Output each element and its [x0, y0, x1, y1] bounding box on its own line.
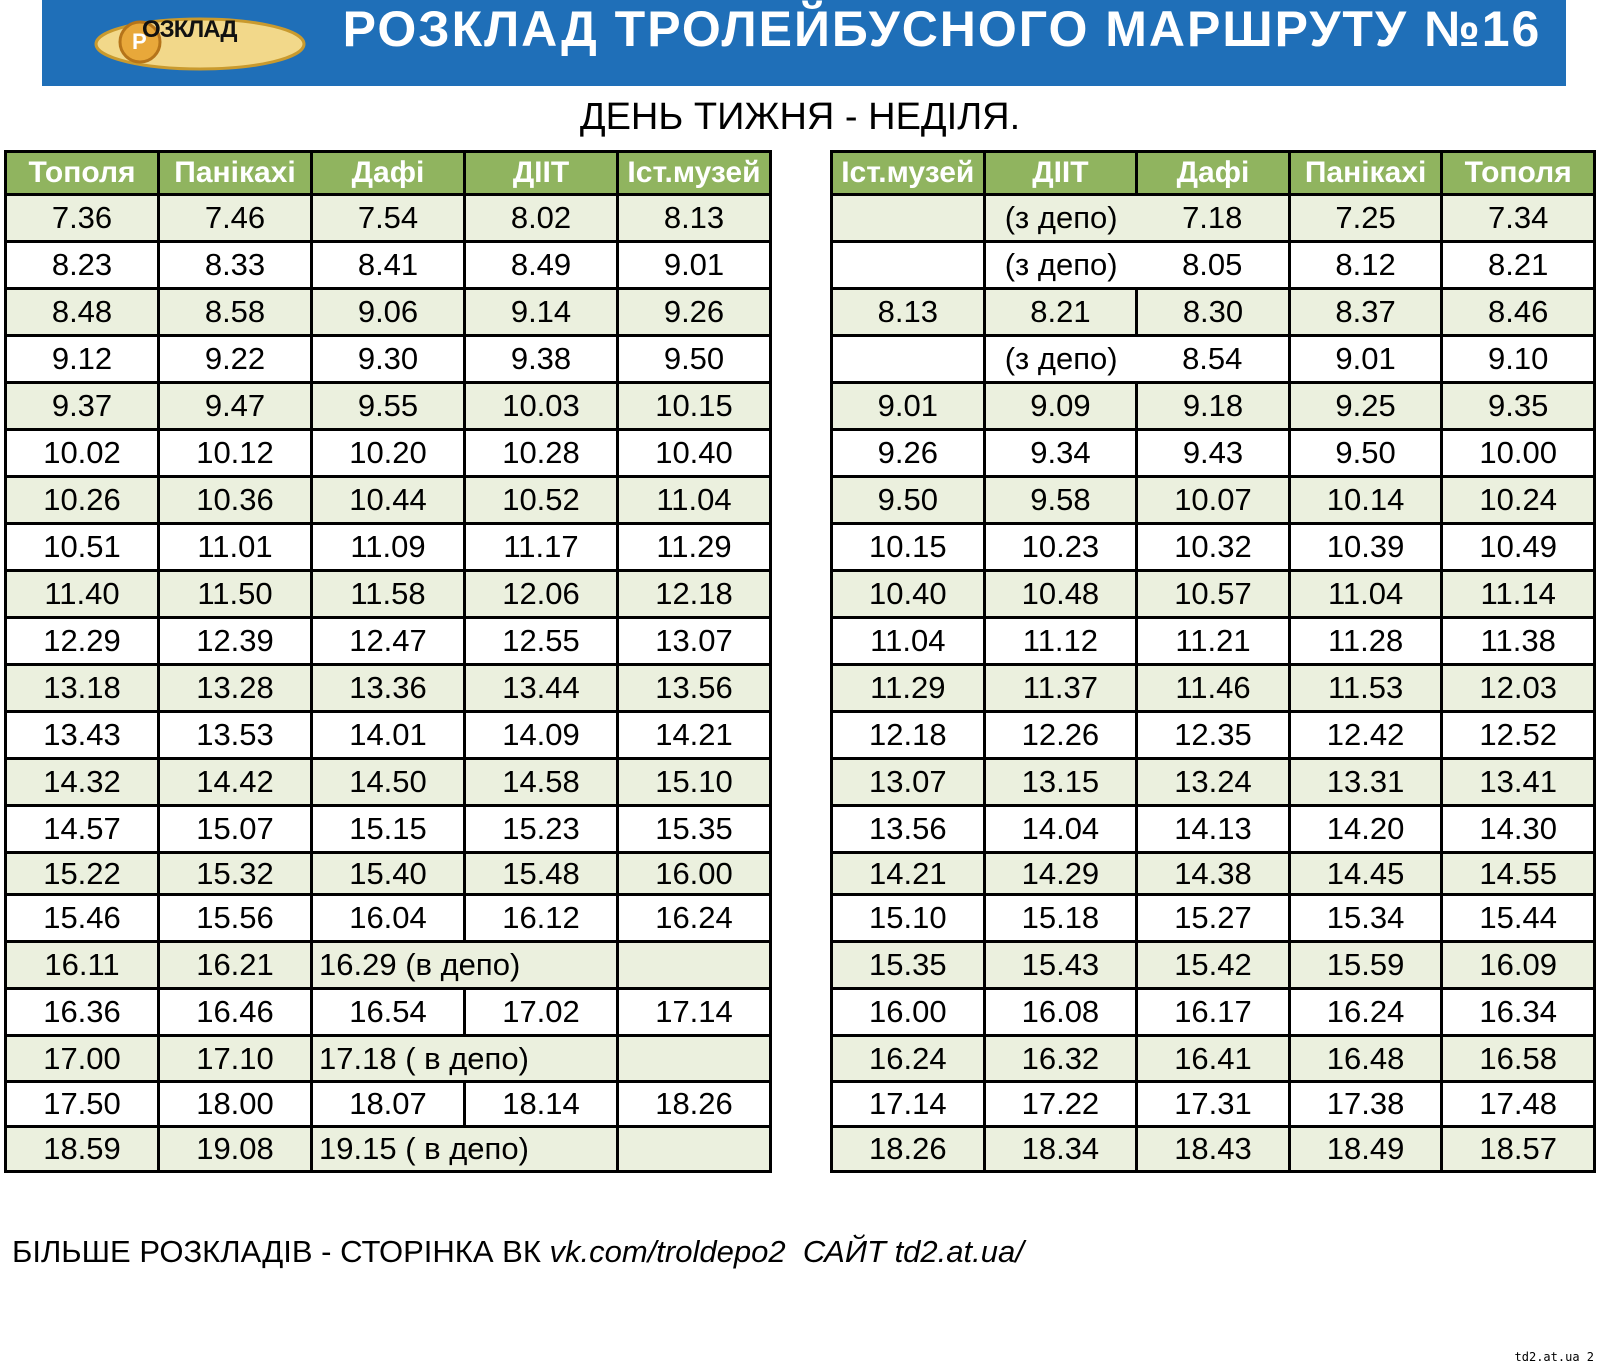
left-table-cell-empty [618, 1036, 771, 1082]
right-table-row [832, 618, 1595, 665]
right-table-cell: 10.00 [1442, 430, 1595, 477]
right-table-cell: 18.34 [984, 1127, 1137, 1172]
left-table-cell: 16.46 [159, 989, 312, 1036]
right-table-cell [832, 195, 985, 242]
vk-link[interactable]: vk.com/troldepo2 [549, 1234, 786, 1269]
right-table-cell: 12.52 [1442, 712, 1595, 759]
right-table-cell: 9.35 [1442, 383, 1595, 430]
left-table-row [6, 942, 771, 989]
right-table-cell: 13.31 [1289, 759, 1442, 806]
right-header-cell: Панікахі [1289, 152, 1442, 195]
right-table-cell: (з депо) [984, 195, 1137, 242]
left-table-cell: 14.50 [312, 759, 465, 806]
left-table-cell: 17.50 [6, 1082, 159, 1127]
right-table-cell: 14.38 [1137, 853, 1290, 895]
right-table-cell: 9.01 [832, 383, 985, 430]
site-link[interactable]: САЙТ td2.at.ua/ [802, 1234, 1024, 1269]
left-table-cell: 10.40 [618, 430, 771, 477]
left-table-row [6, 195, 771, 242]
left-table-cell: 7.54 [312, 195, 465, 242]
left-table-cell: 10.52 [465, 477, 618, 524]
right-table-cell: 18.26 [832, 1127, 985, 1172]
left-table-cell: 14.32 [6, 759, 159, 806]
right-table-cell: 11.38 [1442, 618, 1595, 665]
right-table-cell: 10.32 [1137, 524, 1290, 571]
left-table-cell: 9.26 [618, 289, 771, 336]
right-header-cell: Дафі [1137, 152, 1290, 195]
to-depot-note: 16.29 (в депо) [312, 942, 618, 989]
right-table-cell: 8.21 [984, 289, 1137, 336]
left-table-cell: 13.43 [6, 712, 159, 759]
page-title: РОЗКЛАД ТРОЛЕЙБУСНОГО МАРШРУТУ №16 [342, 1, 1542, 57]
right-table-cell: 11.14 [1442, 571, 1595, 618]
svg-text:Р: Р [132, 29, 147, 54]
right-table-cell: 9.43 [1137, 430, 1290, 477]
right-table-cell: 18.49 [1289, 1127, 1442, 1172]
left-table-cell: 17.10 [159, 1036, 312, 1082]
left-table-row [6, 806, 771, 853]
left-table-cell: 18.07 [312, 1082, 465, 1127]
right-table-row [832, 336, 1595, 383]
right-table-cell: 11.53 [1289, 665, 1442, 712]
left-table-cell: 13.28 [159, 665, 312, 712]
right-table-cell: 17.22 [984, 1082, 1137, 1127]
left-table-cell: 14.58 [465, 759, 618, 806]
right-table-cell: 10.14 [1289, 477, 1442, 524]
right-table-cell: 10.15 [832, 524, 985, 571]
left-table-cell: 10.44 [312, 477, 465, 524]
right-table-cell: 16.41 [1137, 1036, 1290, 1082]
logo-text: ОЗКЛАД [142, 16, 237, 43]
right-table-row [832, 195, 1595, 242]
right-table-cell: 15.35 [832, 942, 985, 989]
left-table-row [6, 618, 771, 665]
left-table-cell: 11.50 [159, 571, 312, 618]
right-table-cell: 14.13 [1137, 806, 1290, 853]
right-header-cell: Тополя [1442, 152, 1595, 195]
right-table-cell: 15.10 [832, 895, 985, 942]
right-table-cell: 10.07 [1137, 477, 1290, 524]
left-table-cell: 9.01 [618, 242, 771, 289]
right-table-cell: 18.43 [1137, 1127, 1290, 1172]
left-table-row [6, 759, 771, 806]
right-table-cell: 11.12 [984, 618, 1137, 665]
left-table-cell: 10.12 [159, 430, 312, 477]
right-table-cell: 11.37 [984, 665, 1137, 712]
left-table-row [6, 477, 771, 524]
left-table-cell: 9.50 [618, 336, 771, 383]
left-table-row [6, 1082, 771, 1127]
left-table-row [6, 665, 771, 712]
right-table-row [832, 1036, 1595, 1082]
left-table-cell: 8.49 [465, 242, 618, 289]
left-table-cell: 12.55 [465, 618, 618, 665]
right-table-cell [832, 336, 985, 383]
right-table-cell: 15.44 [1442, 895, 1595, 942]
right-table-cell: 11.04 [1289, 571, 1442, 618]
right-table-cell: 13.41 [1442, 759, 1595, 806]
right-table-cell: 11.28 [1289, 618, 1442, 665]
right-table-cell: 10.48 [984, 571, 1137, 618]
left-table-cell: 9.30 [312, 336, 465, 383]
right-table-cell: 9.58 [984, 477, 1137, 524]
left-table-cell: 19.08 [159, 1127, 312, 1172]
left-table-cell: 11.58 [312, 571, 465, 618]
left-table-cell: 9.55 [312, 383, 465, 430]
right-table-cell: 8.12 [1289, 242, 1442, 289]
to-depot-note: 17.18 ( в депо) [312, 1036, 618, 1082]
left-table-cell: 9.37 [6, 383, 159, 430]
left-table-cell: 17.02 [465, 989, 618, 1036]
right-table-cell: 16.58 [1442, 1036, 1595, 1082]
schedule-table-outbound [4, 150, 772, 1173]
left-table-cell: 12.06 [465, 571, 618, 618]
right-table-row [832, 289, 1595, 336]
left-table-row [6, 1127, 771, 1172]
left-table-cell: 13.07 [618, 618, 771, 665]
left-table-row [6, 524, 771, 571]
right-table-cell: 10.23 [984, 524, 1137, 571]
right-table-row [832, 853, 1595, 895]
left-table-cell: 11.09 [312, 524, 465, 571]
left-table-cell: 14.57 [6, 806, 159, 853]
left-table-cell: 16.36 [6, 989, 159, 1036]
right-table-cell: 16.08 [984, 989, 1137, 1036]
right-table-cell: 14.55 [1442, 853, 1595, 895]
right-table-cell: 18.57 [1442, 1127, 1595, 1172]
corner-watermark: td2.at.ua 2 [1514, 1350, 1594, 1364]
left-table-row [6, 430, 771, 477]
left-table-cell: 10.03 [465, 383, 618, 430]
right-table-cell: 7.18 [1137, 195, 1290, 242]
day-of-week-title: ДЕНЬ ТИЖНЯ - НЕДІЛЯ. [579, 96, 1021, 138]
right-table-cell: 14.45 [1289, 853, 1442, 895]
right-table-cell: 12.42 [1289, 712, 1442, 759]
right-table-cell: 14.21 [832, 853, 985, 895]
right-table-cell: 10.24 [1442, 477, 1595, 524]
left-header-cell: Дафі [312, 152, 465, 195]
right-table-cell: 15.59 [1289, 942, 1442, 989]
right-header-cell: Іст.музей [832, 152, 985, 195]
right-table-cell: 16.32 [984, 1036, 1137, 1082]
right-table-row [832, 989, 1595, 1036]
right-table-cell: 16.48 [1289, 1036, 1442, 1082]
left-table-row [6, 853, 771, 895]
right-table-cell: 15.42 [1137, 942, 1290, 989]
left-table-row [6, 336, 771, 383]
right-table-cell: 11.46 [1137, 665, 1290, 712]
left-table-cell: 11.17 [465, 524, 618, 571]
right-table-cell: 7.25 [1289, 195, 1442, 242]
left-table-cell: 9.14 [465, 289, 618, 336]
left-table-cell: 7.46 [159, 195, 312, 242]
right-table-row [832, 242, 1595, 289]
right-table-cell: 9.10 [1442, 336, 1595, 383]
right-table-cell: 11.21 [1137, 618, 1290, 665]
left-table-cell: 18.59 [6, 1127, 159, 1172]
right-table-cell: 9.18 [1137, 383, 1290, 430]
left-table-cell: 13.18 [6, 665, 159, 712]
right-table-cell [832, 242, 985, 289]
right-table-row [832, 895, 1595, 942]
right-table-row [832, 1082, 1595, 1127]
right-table-cell: 8.21 [1442, 242, 1595, 289]
left-table-cell: 10.36 [159, 477, 312, 524]
right-table-cell: 11.04 [832, 618, 985, 665]
right-table-cell: 7.34 [1442, 195, 1595, 242]
right-table-cell: 15.43 [984, 942, 1137, 989]
left-table-cell: 8.23 [6, 242, 159, 289]
left-table-cell: 16.12 [465, 895, 618, 942]
right-table-cell: 16.00 [832, 989, 985, 1036]
right-table-cell: 16.09 [1442, 942, 1595, 989]
left-table-cell: 16.04 [312, 895, 465, 942]
right-table-cell: 16.34 [1442, 989, 1595, 1036]
left-table-cell: 15.56 [159, 895, 312, 942]
left-table-cell: 8.13 [618, 195, 771, 242]
right-table-cell: 13.07 [832, 759, 985, 806]
left-table-cell: 15.22 [6, 853, 159, 895]
left-table-cell: 14.01 [312, 712, 465, 759]
left-table-cell: 15.32 [159, 853, 312, 895]
left-table-cell: 16.21 [159, 942, 312, 989]
right-table-cell: 8.37 [1289, 289, 1442, 336]
left-table-cell: 11.40 [6, 571, 159, 618]
right-table-cell: 12.03 [1442, 665, 1595, 712]
left-table-cell: 13.56 [618, 665, 771, 712]
footer-note [12, 1234, 1024, 1270]
left-table-cell: 15.15 [312, 806, 465, 853]
left-table-cell: 16.11 [6, 942, 159, 989]
left-table-cell: 10.20 [312, 430, 465, 477]
left-table-cell: 14.21 [618, 712, 771, 759]
left-table-row [6, 1036, 771, 1082]
right-table-cell: 17.31 [1137, 1082, 1290, 1127]
right-table-cell: 11.29 [832, 665, 985, 712]
right-table-row [832, 477, 1595, 524]
right-table-row [832, 942, 1595, 989]
left-table-cell: 18.00 [159, 1082, 312, 1127]
left-header-cell: ДІІТ [465, 152, 618, 195]
left-table-row [6, 571, 771, 618]
left-table-cell: 8.33 [159, 242, 312, 289]
right-table-cell: 15.34 [1289, 895, 1442, 942]
right-header-cell: ДІІТ [984, 152, 1137, 195]
left-table-cell: 17.14 [618, 989, 771, 1036]
left-table-cell: 15.48 [465, 853, 618, 895]
left-table-row [6, 712, 771, 759]
right-table-cell: 9.01 [1289, 336, 1442, 383]
right-table-cell: 10.40 [832, 571, 985, 618]
left-table-cell: 8.41 [312, 242, 465, 289]
right-table-cell: 13.15 [984, 759, 1137, 806]
left-table-cell: 8.02 [465, 195, 618, 242]
right-table-cell: 12.18 [832, 712, 985, 759]
footer-prefix: БІЛЬШЕ РОЗКЛАДІВ - СТОРІНКА ВК [12, 1234, 550, 1269]
right-table-cell: 16.17 [1137, 989, 1290, 1036]
left-table-cell: 10.02 [6, 430, 159, 477]
header-banner [42, 0, 1566, 86]
right-table-cell: 17.48 [1442, 1082, 1595, 1127]
right-table-cell: 17.14 [832, 1082, 985, 1127]
left-table-cell: 9.22 [159, 336, 312, 383]
left-table-cell: 16.24 [618, 895, 771, 942]
right-table-cell: 8.13 [832, 289, 985, 336]
right-table-cell: 9.09 [984, 383, 1137, 430]
right-table-cell: 17.38 [1289, 1082, 1442, 1127]
left-table-cell: 8.58 [159, 289, 312, 336]
left-table-cell: 8.48 [6, 289, 159, 336]
left-table-cell: 9.06 [312, 289, 465, 336]
left-table-cell-empty [618, 1127, 771, 1172]
left-table-cell: 13.36 [312, 665, 465, 712]
right-table-cell: 9.50 [1289, 430, 1442, 477]
left-table-cell: 9.38 [465, 336, 618, 383]
right-table-cell: 12.35 [1137, 712, 1290, 759]
left-table-row [6, 383, 771, 430]
left-table-cell: 12.18 [618, 571, 771, 618]
right-table-cell: 9.25 [1289, 383, 1442, 430]
left-table-cell: 12.39 [159, 618, 312, 665]
left-table-cell: 16.00 [618, 853, 771, 895]
right-table-row [832, 712, 1595, 759]
right-table-cell: 15.27 [1137, 895, 1290, 942]
right-table-cell: 15.18 [984, 895, 1137, 942]
right-table-cell: 8.46 [1442, 289, 1595, 336]
right-table-row [832, 759, 1595, 806]
left-table-row [6, 989, 771, 1036]
left-header-cell: Тополя [6, 152, 159, 195]
right-table-cell: 13.56 [832, 806, 985, 853]
left-table-cell: 15.23 [465, 806, 618, 853]
right-table-cell: 14.29 [984, 853, 1137, 895]
left-table-cell: 13.44 [465, 665, 618, 712]
left-table-cell: 10.51 [6, 524, 159, 571]
right-table-cell: 8.05 [1137, 242, 1290, 289]
left-table-cell: 17.00 [6, 1036, 159, 1082]
left-table-cell: 15.46 [6, 895, 159, 942]
right-table-cell: 8.54 [1137, 336, 1290, 383]
right-table-cell: 9.26 [832, 430, 985, 477]
left-table-cell: 11.29 [618, 524, 771, 571]
left-table-row [6, 289, 771, 336]
left-table-cell-empty [618, 942, 771, 989]
right-table-row [832, 383, 1595, 430]
to-depot-note: 19.15 ( в депо) [312, 1127, 618, 1172]
left-table-cell: 10.26 [6, 477, 159, 524]
left-table-cell: 10.15 [618, 383, 771, 430]
left-table-cell: 7.36 [6, 195, 159, 242]
right-table-cell: (з депо) [984, 336, 1137, 383]
right-table-cell: 12.26 [984, 712, 1137, 759]
right-table-cell: 10.39 [1289, 524, 1442, 571]
left-table-cell: 12.47 [312, 618, 465, 665]
right-table-cell: 16.24 [1289, 989, 1442, 1036]
left-table-cell: 14.42 [159, 759, 312, 806]
right-table-cell: 13.24 [1137, 759, 1290, 806]
left-table-cell: 9.12 [6, 336, 159, 383]
left-table-cell: 11.04 [618, 477, 771, 524]
right-table-row [832, 430, 1595, 477]
left-table-cell: 14.09 [465, 712, 618, 759]
right-table-row [832, 806, 1595, 853]
right-table-cell: 10.57 [1137, 571, 1290, 618]
left-table-cell: 15.07 [159, 806, 312, 853]
right-table-cell: (з депо) [984, 242, 1137, 289]
left-table-cell: 12.29 [6, 618, 159, 665]
left-table-cell: 11.01 [159, 524, 312, 571]
left-table-cell: 18.26 [618, 1082, 771, 1127]
right-table-cell: 9.50 [832, 477, 985, 524]
left-table-cell: 15.10 [618, 759, 771, 806]
left-header-cell: Іст.музей [618, 152, 771, 195]
right-table-row [832, 1127, 1595, 1172]
right-table-row [832, 571, 1595, 618]
left-table-cell: 9.47 [159, 383, 312, 430]
left-table-cell: 13.53 [159, 712, 312, 759]
left-table-cell: 10.28 [465, 430, 618, 477]
right-table-cell: 16.24 [832, 1036, 985, 1082]
right-table-row [832, 665, 1595, 712]
right-table-cell: 14.30 [1442, 806, 1595, 853]
left-table-cell: 18.14 [465, 1082, 618, 1127]
right-table-cell: 9.34 [984, 430, 1137, 477]
left-table-row [6, 895, 771, 942]
right-table-cell: 10.49 [1442, 524, 1595, 571]
right-table-cell: 14.04 [984, 806, 1137, 853]
left-table-cell: 15.40 [312, 853, 465, 895]
right-table-row [832, 524, 1595, 571]
left-header-cell: Панікахі [159, 152, 312, 195]
right-table-cell: 8.30 [1137, 289, 1290, 336]
left-table-cell: 16.54 [312, 989, 465, 1036]
left-table-cell: 15.35 [618, 806, 771, 853]
left-table-row [6, 242, 771, 289]
schedule-table-inbound [830, 150, 1596, 1173]
right-table-cell: 14.20 [1289, 806, 1442, 853]
